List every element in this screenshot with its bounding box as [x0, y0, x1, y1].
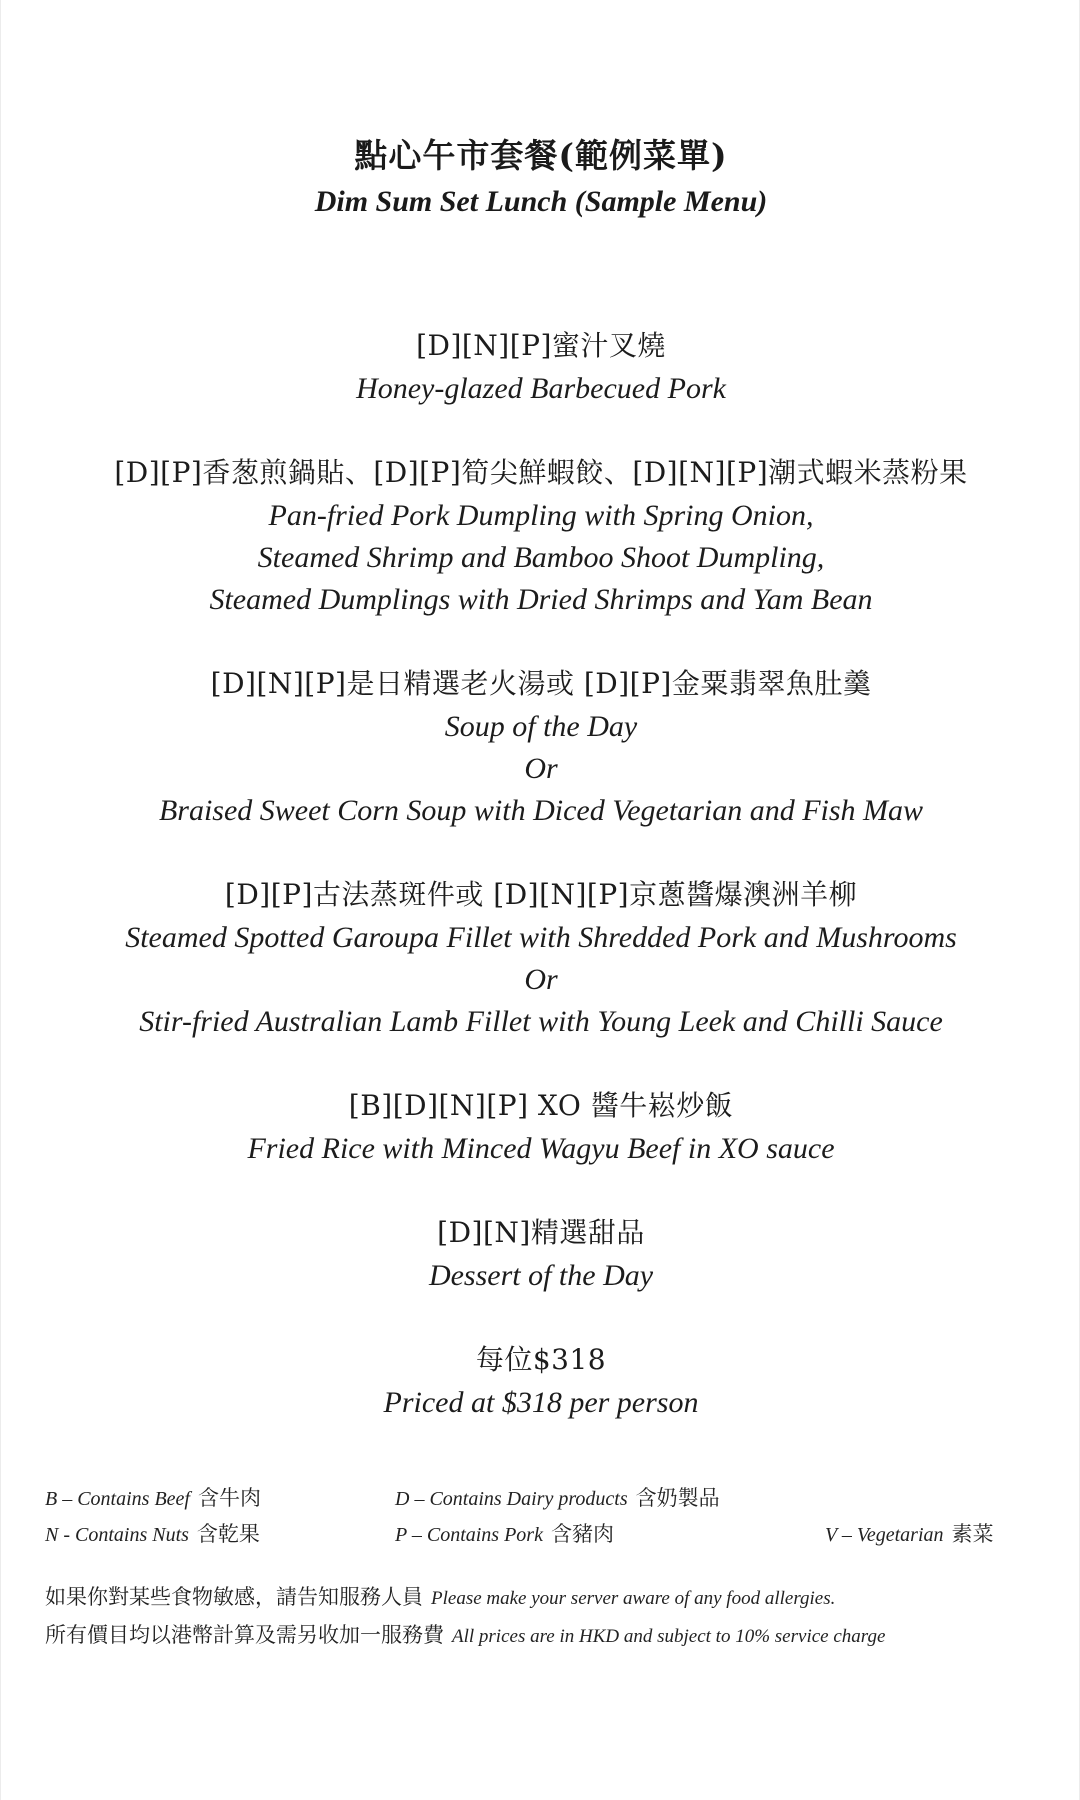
note-chinese: 如果你對某些食物敏感，請告知服務人員: [45, 1585, 423, 1609]
menu-title-english: Dim Sum Set Lunch (Sample Menu): [314, 185, 768, 218]
legend-item-pork: [395, 1516, 614, 1553]
price-chinese: 每位$318: [475, 1343, 607, 1376]
legend-item-vegetarian: [825, 1516, 994, 1553]
allergy-note: [45, 1578, 1055, 1616]
course-or: Or: [524, 752, 558, 785]
legend-chinese: 含乾果: [196, 1522, 260, 1546]
course-chinese: [B][D][N][P] XO 醬牛崧炒飯: [348, 1089, 734, 1122]
course-english: Pan-fried Pork Dumpling with Spring Onion,: [268, 499, 814, 532]
legend-english: V – Vegetarian: [825, 1524, 944, 1546]
legend-item-dairy: [395, 1480, 720, 1517]
course-english: Honey-glazed Barbecued Pork: [356, 372, 726, 405]
legend-english: B – Contains Beef: [45, 1488, 190, 1510]
course-english: Fried Rice with Minced Wagyu Beef in XO sauce: [247, 1132, 835, 1165]
course-or: Or: [524, 963, 558, 996]
course-english: Dessert of the Day: [428, 1259, 654, 1292]
legend-english: P – Contains Pork: [395, 1524, 543, 1546]
legend-chinese: 含豬肉: [550, 1522, 614, 1546]
course-item: [1, 324, 1080, 410]
course-chinese: [D][P]古法蒸斑件或 [D][N][P]京蔥醬爆澳洲羊柳: [224, 878, 858, 911]
note-english: Please make your server aware of any food allergies.: [431, 1588, 836, 1609]
legend-chinese: 含奶製品: [635, 1486, 720, 1510]
footer-notes: [45, 1578, 1055, 1654]
service-charge-note: [45, 1616, 1055, 1654]
legend-chinese: 含牛肉: [197, 1486, 261, 1510]
legend-english: D – Contains Dairy products: [395, 1488, 628, 1510]
course-item: [1, 873, 1080, 1043]
menu-title-block: [1, 134, 1080, 224]
course-chinese: [D][N][P]是日精選老火湯或 [D][P]金粟翡翠魚肚羹: [210, 667, 872, 700]
course-item: [1, 1211, 1080, 1297]
course-list: [1, 324, 1080, 1465]
course-english: Braised Sweet Corn Soup with Diced Vegetarian and Fish Maw: [158, 794, 924, 827]
note-english: All prices are in HKD and subject to 10% service charge: [452, 1626, 886, 1647]
legend-row: [45, 1480, 1045, 1516]
course-english: Steamed Dumplings with Dried Shrimps and Yam Bean: [209, 583, 873, 616]
course-item: [1, 1084, 1080, 1170]
course-item: [1, 662, 1080, 832]
price-english: Priced at $318 per person: [383, 1386, 699, 1419]
note-chinese: 所有價目均以港幣計算及需另收加一服務費: [45, 1623, 444, 1647]
course-chinese: [D][P]香葱煎鍋貼、[D][P]筍尖鮮蝦餃、[D][N][P]潮式蝦米蒸粉果: [114, 456, 968, 489]
course-english: Steamed Spotted Garoupa Fillet with Shredded Pork and Mushrooms: [125, 921, 957, 954]
menu-title-chinese: 點心午市套餐(範例菜單): [354, 136, 728, 175]
legend-item-beef: [45, 1480, 261, 1517]
course-english: Stir-fried Australian Lamb Fillet with Young Leek and Chilli Sauce: [139, 1005, 943, 1038]
course-english: Soup of the Day: [444, 710, 638, 743]
legend-english: N - Contains Nuts: [45, 1524, 189, 1546]
course-chinese: [D][N][P]蜜汁叉燒: [416, 329, 666, 362]
legend-item-nuts: [45, 1516, 260, 1553]
price-block: [1, 1338, 1080, 1424]
course-english: Steamed Shrimp and Bamboo Shoot Dumpling,: [257, 541, 825, 574]
legend-row: [45, 1516, 1045, 1552]
allergen-legend: [45, 1480, 1045, 1552]
course-item: [1, 451, 1080, 621]
legend-chinese: 素菜: [951, 1522, 994, 1546]
course-chinese: [D][N]精選甜品: [437, 1216, 645, 1249]
